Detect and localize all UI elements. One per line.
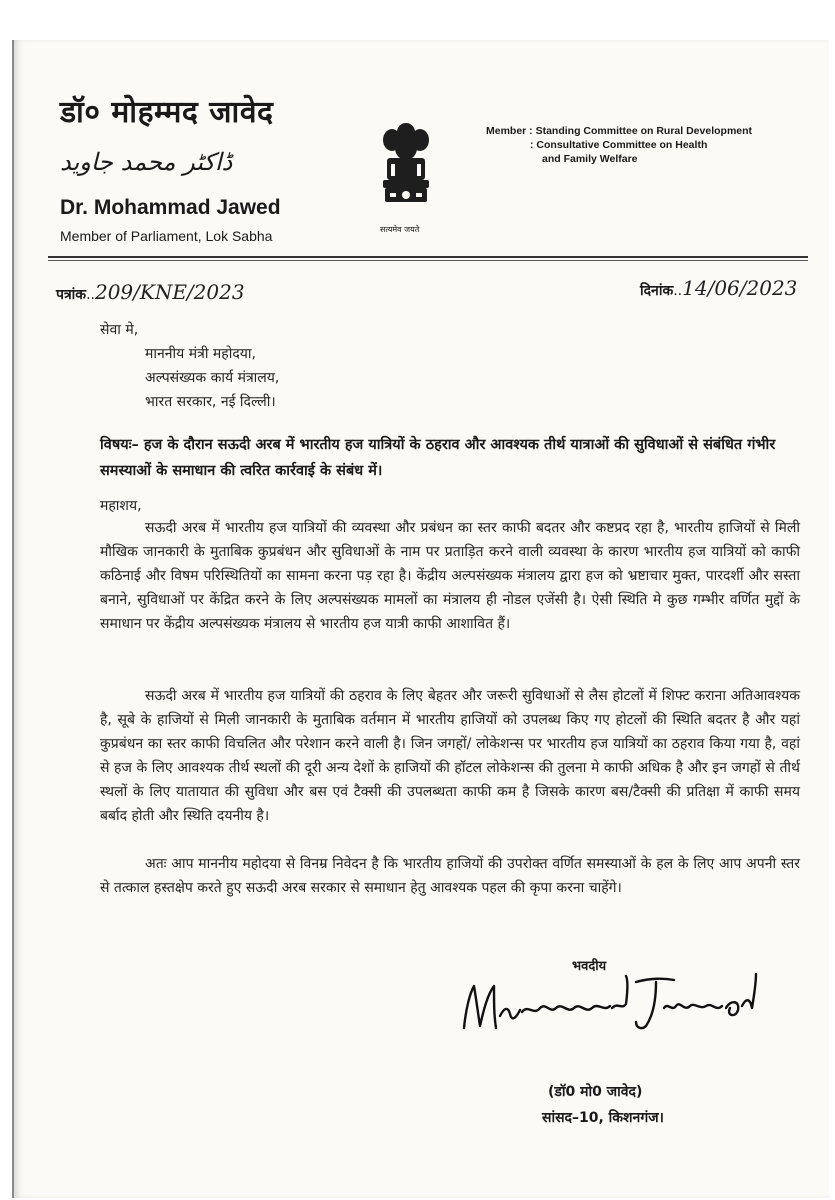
state-emblem-icon <box>375 118 437 224</box>
addressee-line: अल्पसंख्यक कार्य मंत्रालय, <box>145 370 280 386</box>
closing-bhavdiya: भवदीय <box>572 959 607 974</box>
date-value: 14/06/2023 <box>682 276 798 300</box>
addressee-line: भारत सरकार, नई दिल्ली। <box>145 394 276 410</box>
letterhead-divider <box>48 260 808 261</box>
committee-line: : Consultative Committee on Health <box>530 139 708 151</box>
addressee-line: माननीय मंत्री महोदया, <box>145 346 256 362</box>
salutation: महाशय, <box>100 498 142 514</box>
addressee-prefix: सेवा मे, <box>100 322 139 338</box>
handwritten-signature <box>450 968 790 1040</box>
signatory-name: (डॉ0 मो0 जावेद) <box>548 1084 643 1100</box>
body-paragraph: सऊदी अरब में भारतीय हज यात्रियों की व्यवस्था और प्रबंधन का स्तर काफी बदतर और कष्टप्रद रहा है, भारतीय हाजियों से मिली मौखिक जानकारी के मुताबिक कुप्रबंधन और सुविधाओं के नाम पर प्रताड़ित करने वाली व्यवस्था के कारण भारतीय हज यात्रियों को काफी कठिनाई और विषम परिस्थितियों का सामना करना पड़ रहा है। केंद्रीय अल्पसंख्यक मंत्रालय द्वारा हज को भ्रष्टाचार मुक्त, पारदर्शी और सस्ता बनाने, सुविधाओं पर केंद्रित करने के लिए अल्पसंख्यक मामलों का मंत्रालय ही नोडल एजेंसी है। ऐसी स्थिति मे कुछ गम्भीर वर्णित मुद्दों के समाधान पर केंद्रीय अल्पसंख्यक मंत्रालय से भारतीय हज यात्री काफी आशावित हैं। <box>100 520 800 632</box>
emblem-caption: सत्यमेव जयते <box>380 225 420 234</box>
letter-subject: विषयः– हज के दौरान सऊदी अरब में भारतीय हज यात्रियों के ठहराव और आवश्यक तीर्थ यात्राओं की सुविधाओं से संबंधित गंभीर समस्याओं के समाधान की त्वरित कार्रवाई के संबंध में। <box>100 437 776 479</box>
letterhead-name-english: Dr. Mohammad Jawed <box>60 196 281 219</box>
date-label: दिनांक <box>640 283 674 299</box>
letterhead-name-urdu: ڈاکٹر محمد جاوید <box>60 148 233 176</box>
reference-value: 209/KNE/2023 <box>94 280 245 304</box>
letterhead-divider <box>48 256 808 258</box>
reference-number: पत्रांक..209/KNE/2023 <box>56 280 245 304</box>
letterhead-name-hindi: डॉ० मोहम्मद जावेद <box>60 95 274 130</box>
committee-line: and Family Welfare <box>542 153 638 165</box>
body-paragraph: सऊदी अरब में भारतीय हज यात्रियों की ठहराव के लिए बेहतर और जरूरी सुविधाओं से लैस होटलों में शिफ्ट कराना अतिआवश्यक है, सूबे के हाजियों से मिली जानकारी के मुताबिक वर्तमान में भारतीय हाजियों को उपलब्ध किए गए होटलों की स्थिति बदतर है और यहां कुप्रबंधन का स्तर काफी विचलित और परेशान करने वाली है। जिन जगहों/ लोकेशन्स पर भारतीय हज यात्रियों का ठहराव किया गया है, वहां से हज के लिए आवश्यक तीर्थ स्थलों की दूरी अन्य देशों के हाजियों की हॉटल लोकेशन्स की तुलना मे काफी अधिक है और इन जगहों से तीर्थ स्थलों के लिए यातायात की सुविधा और बस एवं टैक्सी की उपलब्धता काफी कम है जिसके कारण बस/टैक्सी की प्रतिक्षा में काफी समय बर्बाद होती और स्थिति दयनीय है। <box>100 688 800 824</box>
reference-label: पत्रांक <box>56 287 87 303</box>
letterhead-designation: Member of Parliament, Lok Sabha <box>60 228 273 244</box>
body-paragraph: अतः आप माननीय महोदया से विनम्र निवेदन है कि भारतीय हाजियों की उपरोक्त वर्णित समस्याओं के हल के लिए आप अपनी स्तर से तत्काल हस्तक्षेप करते हुए सऊदी अरब सरकार से समाधान हेतु आवश्यक पहल की कृपा करना चाहेंगे। <box>100 856 800 896</box>
committee-line: Member : Standing Committee on Rural Development <box>486 125 753 137</box>
letter-date: दिनांक..14/06/2023 <box>640 276 798 300</box>
addressee-block <box>145 342 279 414</box>
signatory-designation: सांसद–10, किशनगंज। <box>542 1110 664 1126</box>
committee-membership <box>486 124 752 166</box>
